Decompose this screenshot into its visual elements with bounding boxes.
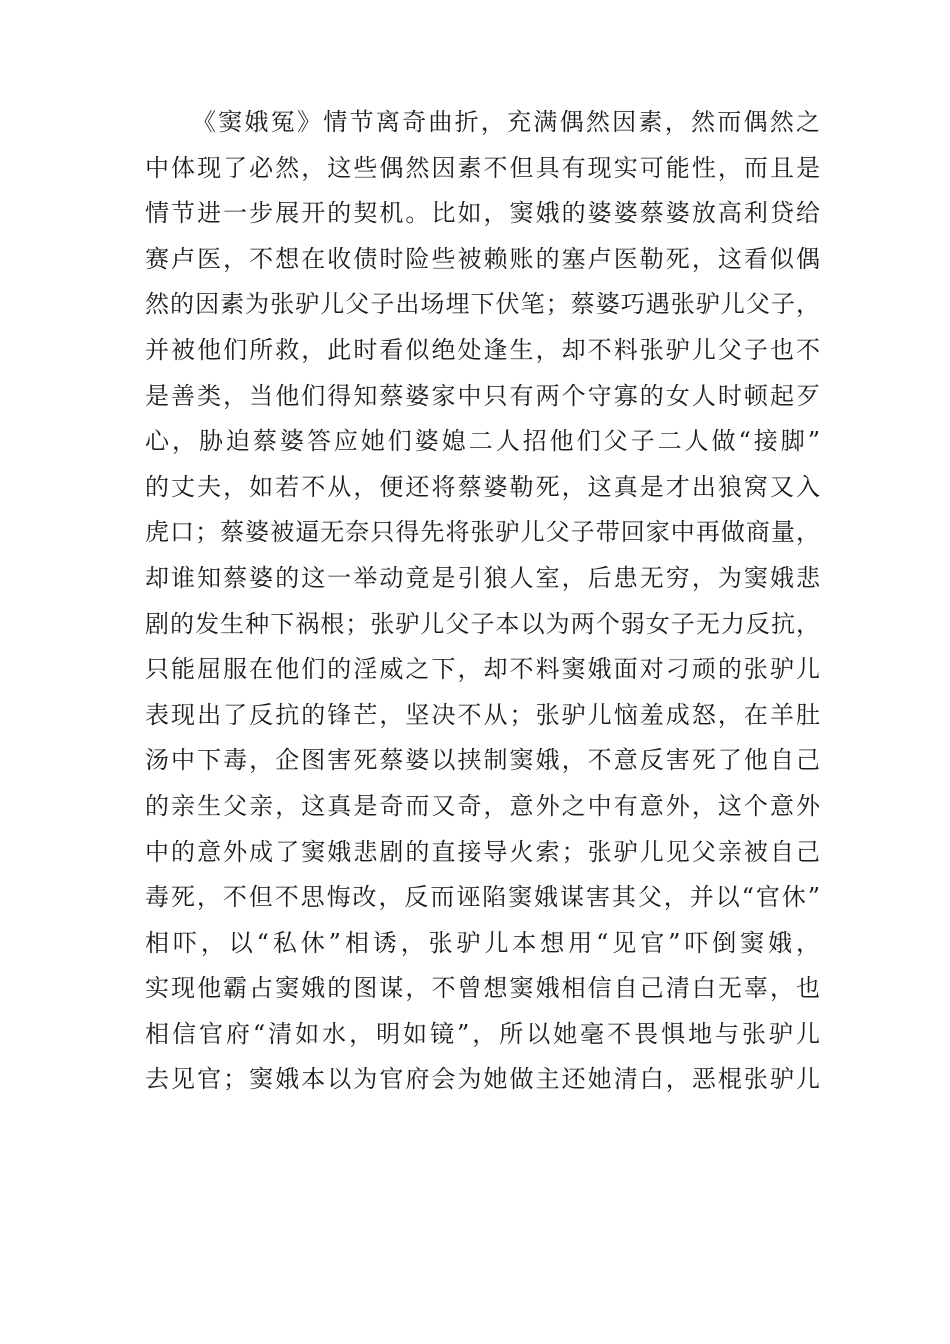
text-line: 的亲生父亲，这真是奇而又奇，意外之中有意外，这个意外 — [145, 791, 820, 820]
text-line: 相吓，以“私休”相诱，张驴儿本想用“见官”吓倒窦娥， — [145, 928, 820, 957]
text-line: 并被他们所救，此时看似绝处逢生，却不料张驴儿父子也不 — [145, 335, 820, 364]
text-line: 汤中下毒，企图害死蔡婆以挟制窦娥，不意反害死了他自己 — [145, 746, 820, 775]
text-line: 虎口；蔡婆被逼无奈只得先将张驴儿父子带回家中再做商量， — [145, 518, 820, 547]
text-line: 然的因素为张驴儿父子出场埋下伏笔；蔡婆巧遇张驴儿父子， — [145, 290, 820, 319]
text-line: 实现他霸占窦娥的图谋，不曾想窦娥相信自己清白无辜，也 — [145, 974, 820, 1003]
text-line: 《窦娥冤》情节离奇曲折，充满偶然因素，然而偶然之 — [192, 108, 820, 136]
text-line: 相信官府“清如水，明如镜”，所以她毫不畏惧地与张驴儿 — [145, 1019, 820, 1048]
text-line: 中的意外成了窦娥悲剧的直接导火索；张驴儿见父亲被自己 — [145, 837, 820, 866]
text-line: 的丈夫，如若不从，便还将蔡婆勒死，这真是才出狼窝又入 — [145, 472, 820, 501]
body-text — [145, 100, 820, 1103]
text-line: 是善类，当他们得知蔡婆家中只有两个守寡的女人时顿起歹 — [145, 381, 820, 410]
text-line: 却谁知蔡婆的这一举动竟是引狼人室，后患无穷，为窦娥悲 — [145, 563, 820, 592]
text-line: 情节进一步展开的契机。比如，窦娥的婆婆蔡婆放高利贷给 — [145, 199, 820, 228]
text-line: 心，胁迫蔡婆答应她们婆媳二人招他们父子二人做“接脚” — [145, 427, 820, 456]
text-line: 表现出了反抗的锋芒，坚决不从；张驴儿恼羞成怒，在羊肚 — [145, 700, 820, 729]
text-line: 只能屈服在他们的淫威之下，却不料窦娥面对刁顽的张驴儿 — [145, 655, 820, 684]
text-line: 剧的发生种下祸根；张驴儿父子本以为两个弱女子无力反抗， — [145, 609, 820, 638]
text-line: 中体现了必然，这些偶然因素不但具有现实可能性，而且是 — [145, 153, 820, 182]
text-line: 赛卢医，不想在收债时险些被赖账的塞卢医勒死，这看似偶 — [145, 244, 820, 273]
text-line: 去见官；窦娥本以为官府会为她做主还她清白，恶棍张驴儿 — [145, 1065, 820, 1094]
text-line: 毒死，不但不思悔改，反而诬陷窦娥谋害其父，并以“官休” — [145, 883, 820, 912]
